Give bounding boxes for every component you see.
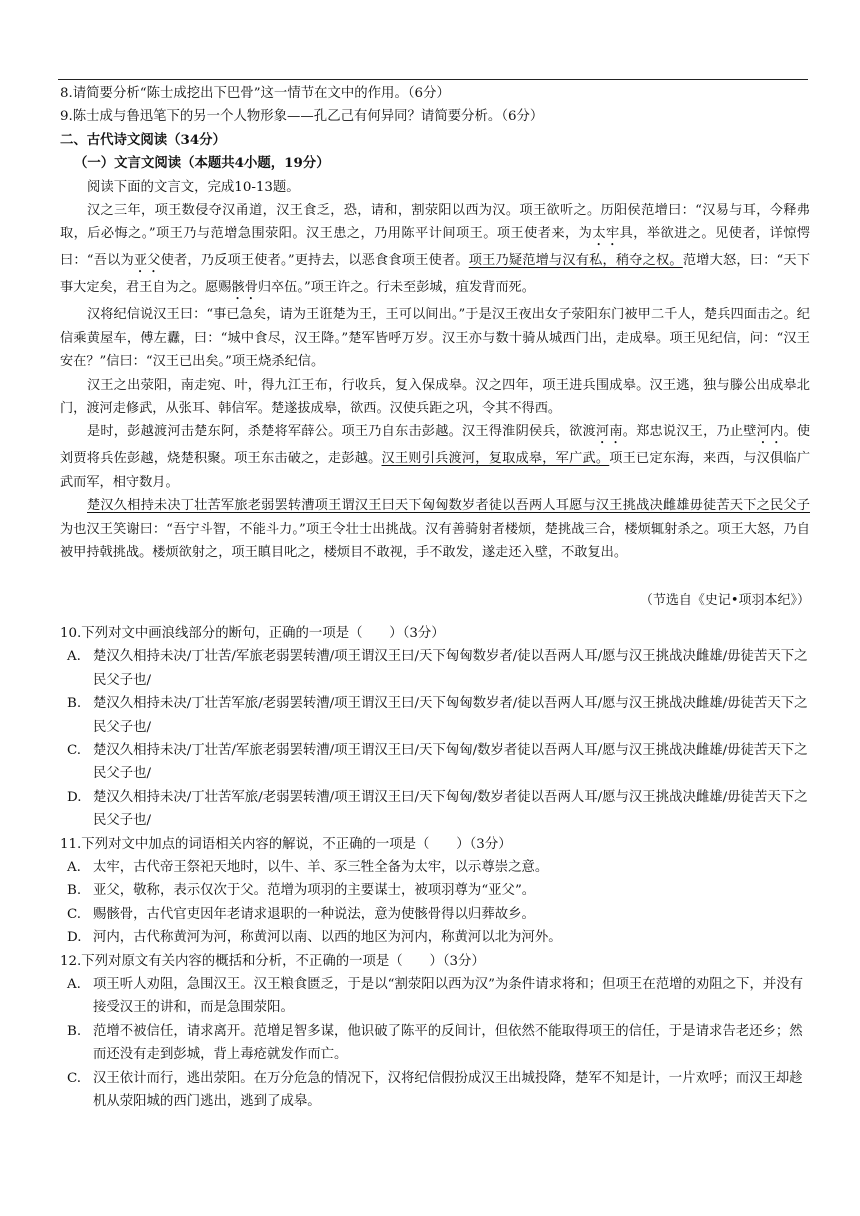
text-run: 是时，彭越渡河击楚东阿，杀楚将军薛公。项王乃自东击彭越。汉王得淮阴侯兵，欲渡 — [87, 424, 596, 440]
option-a — [60, 645, 810, 692]
question-12 — [60, 950, 810, 1114]
option-b — [60, 692, 810, 739]
option-label: D. — [67, 930, 82, 946]
text-run: 为也汉王笑谢曰：“吾宁斗智，不能斗力。”项王令壮士出挑战。汉有善骑射者楼烦，楚挑战三合，楼烦辄射杀之。项王大怒，乃自被甲持戟挑战。楼烦欲射之，项王瞋目叱之，楼烦目不敢视，手不敢发，遂走还入壁，不敢复出。 — [60, 521, 810, 561]
dotted-word: 河内 — [756, 424, 784, 440]
option-text: 楚汉久相持未决/丁壮苦军旅/老弱罢转漕/项王谓汉王曰/天下匈匈/数岁者徒以吾两人耳/愿与汉王挑战决雌雄/毋徒苦天下之民父子也/ — [93, 789, 808, 829]
text-run: 项王已定东海，来西，与汉俱临广武而军，相守数月。 — [60, 451, 811, 490]
option-text: 楚汉久相持未决/丁壮苦军旅/老弱罢转漕/项王谓汉王曰/天下匈匈数岁者/徒以吾两人耳/愿与汉王挑战决雌雄/毋徒苦天下之民父子也/ — [93, 696, 808, 735]
option-label: D. — [67, 789, 82, 805]
option-text: 范增不被信任，请求离开。范增足智多谋，他识破了陈平的反间计，但依然不能取得项王的信任，于是请求告老还乡；然而还没有走到彭城，背上毒疮就发作而亡。 — [93, 1023, 803, 1063]
option-text: 楚汉久相持未决/丁壮苦/军旅老弱罢转漕/项王谓汉王曰/天下匈匈/数岁者徒以吾两人耳/愿与汉王挑战决雌雄/毋徒苦天下之民父子也/ — [93, 742, 808, 782]
text-run: 汉之三年，项王数侵夺汉甬道，汉王食乏，恐，请和，割荥阳以西为汉。项王欲听之。历阳侯范增曰：“汉易与耳，今释弗取，后必悔之。”项王乃与范增急围荥阳。汉王患之，乃用陈平计间项王。项王使者来，为 — [60, 203, 810, 242]
underlined-sentence: 项王乃疑范增与汉有私，稍夺之权。 — [468, 253, 683, 269]
question-9: 9.陈士成与鲁迅笔下的另一个人物形象——孔乙己有何异同？请简要分析。（6分） — [60, 109, 544, 125]
section-title: 二、古代诗文阅读（34分） — [60, 131, 226, 148]
option-d — [60, 786, 810, 833]
option-c — [60, 1067, 810, 1114]
dotted-word: 河南 — [595, 424, 623, 440]
question-10 — [60, 622, 810, 833]
option-label: B. — [67, 696, 82, 712]
option-c — [60, 739, 810, 786]
subsection-title: （一）文言文阅读（本题共4小题，19分） — [74, 155, 330, 172]
question-stem: 12.下列对原文有关内容的概括和分析，不正确的一项是（ ）（3分） — [60, 953, 485, 969]
option-b — [60, 879, 810, 902]
option-text: 河内，古代称黄河为河，称黄河以南、以西的地区为河内，称黄河以北为河外。 — [93, 930, 562, 946]
option-label: C. — [67, 1070, 82, 1086]
text-run: 具，举欲进之。见使者，详惊愕曰：“吾以为 — [60, 226, 811, 269]
text-run: 范增大怒，曰：“天下事大定矣，君王自为之。愿赐 — [60, 253, 811, 296]
option-label: A. — [67, 649, 81, 665]
question-stem: 10.下列对文中画浪线部分的断句，正确的一项是（ ）（3分） — [60, 625, 445, 641]
text-run: 。使刘贾将兵佐彭越，烧楚积聚。项王东击破之，走彭越。 — [60, 424, 811, 467]
option-text: 亚父，敬称，表示仅次于父。范增为项羽的主要谋士，被项羽尊为“亚父”。 — [93, 883, 536, 899]
option-label: C. — [67, 906, 82, 922]
option-text: 太牢，古代帝王祭祀天地时，以牛、羊、豕三牲全备为太牢，以示尊崇之意。 — [93, 859, 549, 875]
option-a — [60, 856, 810, 879]
passage-paragraph-4 — [60, 420, 810, 494]
option-b — [60, 1020, 810, 1067]
option-text: 汉王依计而行，逃出荥阳。在万分危急的情况下，汉将纪信假扮成汉王出城投降，楚军不知是计，一片欢呼；而汉王却趁机从荥阳城的西门逃出，逃到了成皋。 — [93, 1070, 803, 1110]
exam-page — [60, 82, 810, 1113]
source-citation: （节选自《史记•项羽本纪》） — [639, 592, 810, 608]
option-label: B. — [67, 1023, 82, 1039]
wavy-underlined-passage: 楚汉久相持未决丁壮苦军旅老弱罢转漕项王谓汉王曰天下匈匈数岁者徒以吾两人耳愿与汉王挑战决雌雄毋徒苦天下之民父子 — [87, 498, 810, 514]
text-run: 。郑忠说汉王，乃止壁 — [622, 424, 757, 440]
dotted-word: 骸骨 — [231, 280, 258, 296]
dotted-word: 太牢 — [592, 226, 620, 242]
question-8: 8.请简要分析“陈士成挖出下巴骨”这一情节在文中的作用。（6分） — [60, 86, 450, 101]
option-text: 楚汉久相持未决/丁壮苦/军旅老弱罢转漕/项王谓汉王曰/天下匈匈数岁者/徒以吾两人耳/愿与汉王挑战决雌雄/毋徒苦天下之民父子也/ — [93, 649, 808, 688]
dotted-word: 亚父 — [133, 253, 161, 269]
passage-paragraph-3: 汉王之出荥阳，南走宛、叶，得九江王布，行收兵，复入保成皋。汉之四年，项王进兵围成皋。汉王逃，独与滕公出成皋北门，渡河走修武，从张耳、韩信军。楚遂拔成皋，欲西。汉使兵距之巩，令其不得西。 — [60, 377, 810, 417]
option-label: A. — [67, 977, 81, 992]
reading-instruction: 阅读下面的文言文，完成10-13题。 — [87, 179, 300, 195]
text-run: 使者，乃反项王使者。”更持去，以恶食食项王使者。 — [160, 253, 469, 269]
text-run: 归卒伍。”项王许之。行未至彭城，疽发背而死。 — [257, 280, 535, 296]
option-a — [60, 973, 810, 1020]
underlined-sentence: 汉王则引兵渡河，复取成皋，军广武。 — [381, 451, 610, 467]
passage-paragraph-2: 汉将纪信说汉王曰：“事已急矣，请为王诳楚为王，王可以间出。”于是汉王夜出女子荥阳东门被甲二千人，楚兵四面击之。纪信乘黄屋车，傅左纛，曰：“城中食尽，汉王降。”楚军皆呼万岁。汉王亦与数十骑从城西门出，走成皋。项王见纪信，问：“汉王安在？”信曰：“汉王已出矣。”项王烧杀纪信。 — [60, 307, 810, 370]
passage-paragraph-5 — [60, 494, 810, 564]
option-d — [60, 926, 810, 949]
header-rule — [58, 79, 808, 80]
question-stem: 11.下列对文中加点的词语相关内容的解说，不正确的一项是（ ）（3分） — [60, 836, 512, 852]
option-text: 赐骸骨，古代官吏因年老请求退职的一种说法，意为使骸骨得以归葬故乡。 — [93, 906, 535, 922]
option-c — [60, 903, 810, 926]
option-text: 项王听人劝阻，急围汉王。汉王粮食匮乏，于是以“割荥阳以西为汉”为条件请求将和；但项王在范增的劝阻之下，并没有接受汉王的讲和，而是急围荥阳。 — [93, 977, 803, 1016]
question-11 — [60, 833, 810, 950]
option-label: B. — [67, 883, 82, 899]
option-label: A. — [67, 859, 81, 875]
passage-paragraph-1 — [60, 199, 810, 303]
option-label: C. — [67, 742, 82, 758]
